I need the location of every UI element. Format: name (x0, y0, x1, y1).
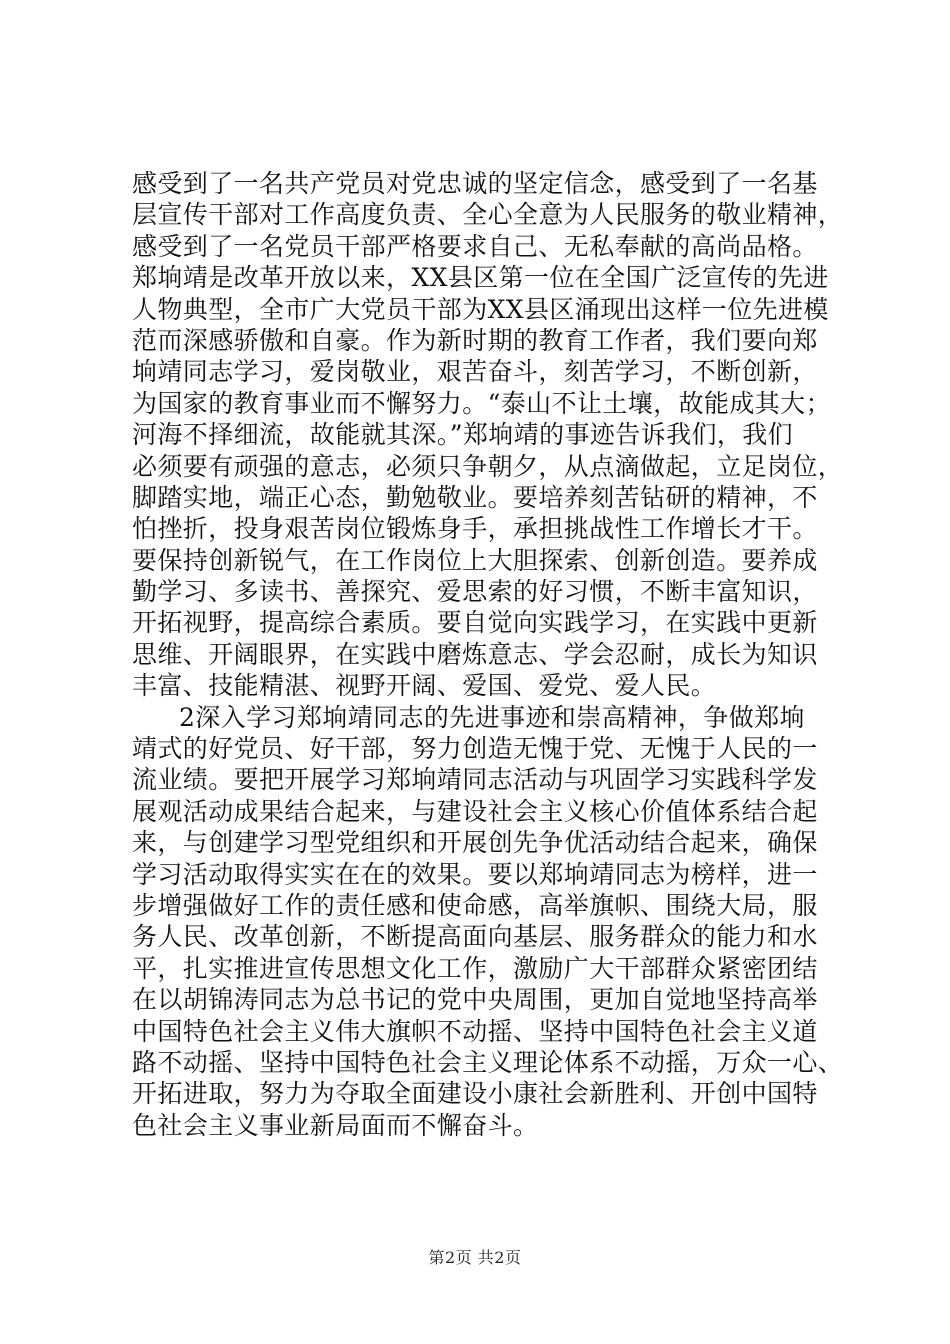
text-line: 步增强做好工作的责任感和使命感，高举旗帜、围绕大局，服 (132, 890, 818, 920)
document-body (132, 168, 844, 1141)
text-line: 流业绩。要把开展学习郑垧靖同志活动与巩固学习实践科学发 (132, 765, 818, 795)
text-line: 范而深感骄傲和自豪。作为新时期的教育工作者，我们要向郑 (132, 325, 818, 355)
text-line: 层宣传干部对工作高度负责、全心全意为人民服务的敬业精神， (132, 200, 844, 230)
text-line: 2深入学习郑垧靖同志的先进事迹和崇高精神，争做郑垧 (179, 702, 805, 732)
text-line: 郑垧靖是改革开放以来，XX县区第一位在全国广泛宣传的先进 (132, 263, 829, 293)
text-line: 怕挫折，投身艰苦岗位锻炼身手，承担挑战性工作增长才干。 (132, 514, 818, 544)
text-line: 必须要有顽强的意志，必须只争朝夕，从点滴做起，立足岗位， (132, 451, 844, 481)
page-number-label: 第2页 共2页 (428, 1248, 522, 1267)
text-line: 河海不择细流，故能就其深。”郑垧靖的事迹告诉我们，我们 (132, 420, 794, 450)
text-line: 开拓进取，努力为夺取全面建设小康社会新胜利、开创中国特 (132, 1079, 818, 1109)
text-line: 要保持创新锐气，在工作岗位上大胆探索、创新创造。要养成 (132, 545, 818, 575)
text-line: 垧靖同志学习，爱岗敬业，艰苦奋斗，刻苦学习，不断创新， (132, 357, 818, 387)
text-line: 在以胡锦涛同志为总书记的党中央周围，更加自觉地坚持高举 (132, 985, 818, 1015)
text-line: 展观活动成果结合起来，与建设社会主义核心价值体系结合起 (132, 796, 818, 826)
text-line: 感受到了一名共产党员对党忠诚的坚定信念，感受到了一名基 (132, 169, 818, 198)
text-line: 靖式的好党员、好干部，努力创造无愧于党、无愧于人民的一 (132, 734, 818, 764)
paragraph (132, 702, 844, 1141)
text-line: 开拓视野，提高综合素质。要自觉向实践学习，在实践中更新 (132, 608, 818, 638)
text-line: 路不动摇、坚持中国特色社会主义理论体系不动摇，万众一心、 (132, 1047, 844, 1077)
page-footer (0, 1245, 950, 1268)
text-line: 思维、开阔眼界，在实践中磨炼意志、学会忍耐，成长为知识 (132, 639, 818, 669)
text-line: 勤学习、多读书、善探究、爱思索的好习惯，不断丰富知识， (132, 577, 818, 607)
text-line: 色社会主义事业新局面而不懈奋斗。 (132, 1110, 539, 1140)
text-line: 中国特色社会主义伟大旗帜不动摇、坚持中国特色社会主义道 (132, 1016, 818, 1046)
text-line: 脚踏实地，端正心态，勤勉敬业。要培养刻苦钻研的精神，不 (132, 482, 818, 512)
text-line: 平，扎实推进宣传思想文化工作，激励广大干部群众紧密团结 (132, 953, 818, 983)
text-line: 感受到了一名党员干部严格要求自己、无私奉献的高尚品格。 (132, 231, 818, 261)
text-line: 人物典型，全市广大党员干部为XX县区涌现出这样一位先进模 (132, 294, 829, 324)
text-line: 丰富、技能精湛、视野开阔、爱国、爱党、爱人民。 (132, 671, 717, 701)
text-line: 务人民、改革创新，不断提高面向基层、服务群众的能力和水 (132, 922, 818, 952)
paragraph (132, 168, 844, 702)
text-line: 来，与创建学习型党组织和开展创先争优活动结合起来，确保 (132, 828, 818, 858)
text-line: 学习活动取得实实在在的效果。要以郑垧靖同志为榜样，进一 (132, 859, 818, 889)
text-line: 为国家的教育事业而不懈努力。“泰山不让土壤，故能成其大； (132, 388, 831, 418)
